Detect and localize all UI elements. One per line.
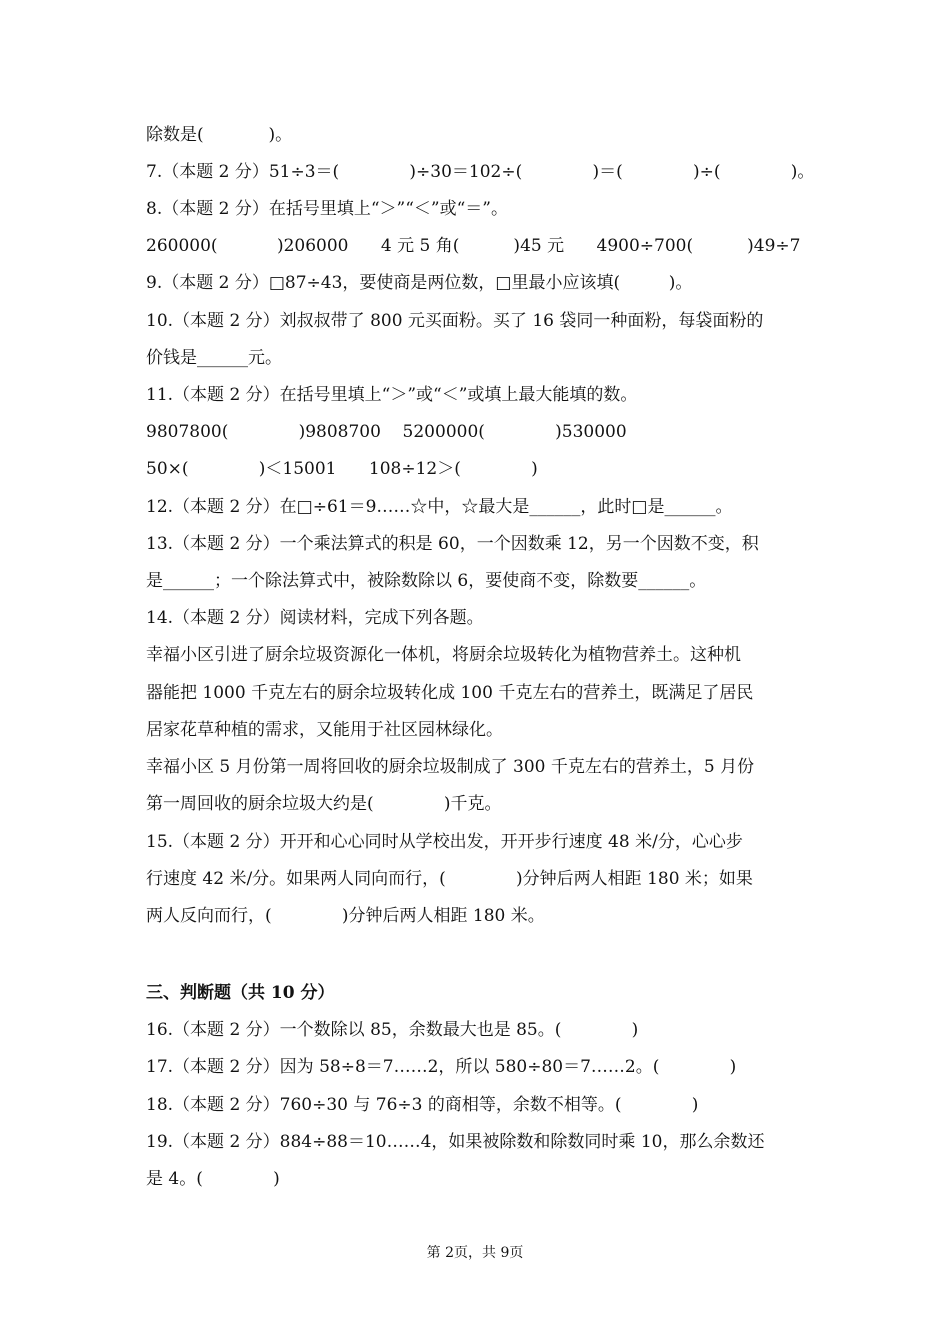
question-10: 10.（本题 2 分）刘叔叔带了 800 元买面粉。买了 16 袋同一种面粉，每袋面粉的 <box>146 311 764 331</box>
question-14: 14.（本题 2 分）阅读材料，完成下列各题。 <box>146 608 484 628</box>
reading-material-5: 第一周回收的厨余垃圾大约是( )千克。 <box>146 794 502 814</box>
question-15-cont-2: 两人反向而行，( )分钟后两人相距 180 米。 <box>146 906 545 926</box>
question-18: 18.（本题 2 分）760÷30 与 76÷3 的商相等，余数不相等。( ) <box>146 1095 699 1115</box>
question-9: 9.（本题 2 分）□87÷43，要使商是两位数，□里最小应该填( )。 <box>146 273 693 293</box>
reading-material-4: 幸福小区 5 月份第一周将回收的厨余垃圾制成了 300 千克左右的营养土，5 月份 <box>146 757 755 777</box>
question-11-items-1: 9807800( )9808700 5200000( )530000 <box>146 422 627 442</box>
question-7: 7.（本题 2 分）51÷3＝( )÷30＝102÷( )＝( )÷( )。 <box>146 162 815 182</box>
question-13-cont: 是______；一个除法算式中，被除数除以 6，要使商不变，除数要______。 <box>146 571 707 591</box>
question-10-cont: 价钱是______元。 <box>146 348 282 368</box>
question-13: 13.（本题 2 分）一个乘法算式的积是 60，一个因数乘 12，另一个因数不变，积 <box>146 534 759 554</box>
reading-material-3: 居家花草种植的需求，又能用于社区园林绿化。 <box>146 720 503 740</box>
question-8-items: 260000( )206000 4 元 5 角( )45 元 4900÷700( )49÷7 <box>146 236 801 256</box>
question-16: 16.（本题 2 分）一个数除以 85，余数最大也是 85。( ) <box>146 1020 639 1040</box>
section-3-heading: 三、判断题（共 10 分） <box>146 983 335 1003</box>
question-17: 17.（本题 2 分）因为 58÷8＝7……2，所以 580÷80＝7……2。( ) <box>146 1057 737 1077</box>
q6-continuation: 除数是( )。 <box>146 125 293 145</box>
question-12: 12.（本题 2 分）在□÷61＝9……☆中，☆最大是______，此时□是______。 <box>146 497 733 517</box>
question-11: 11.（本题 2 分）在括号里填上“＞”或“＜”或填上最大能填的数。 <box>146 385 638 405</box>
question-15: 15.（本题 2 分）开开和心心同时从学校出发，开开步行速度 48 米/分，心心步 <box>146 832 743 852</box>
question-19: 19.（本题 2 分）884÷88＝10……4，如果被除数和除数同时乘 10，那么余数还 <box>146 1132 765 1152</box>
question-15-cont-1: 行速度 42 米/分。如果两人同向而行，( )分钟后两人相距 180 米；如果 <box>146 869 753 889</box>
reading-material-1: 幸福小区引进了厨余垃圾资源化一体机，将厨余垃圾转化为植物营养土。这种机 <box>146 645 741 665</box>
reading-material-2: 器能把 1000 千克左右的厨余垃圾转化成 100 千克左右的营养土，既满足了居民 <box>146 683 754 703</box>
page-footer: 第 2页，共 9页 <box>426 1245 524 1261</box>
question-11-items-2: 50×( )＜15001 108÷12＞( ) <box>146 459 538 479</box>
question-19-cont: 是 4。( ) <box>146 1169 280 1189</box>
question-8: 8.（本题 2 分）在括号里填上“＞”“＜”或“＝”。 <box>146 199 508 219</box>
